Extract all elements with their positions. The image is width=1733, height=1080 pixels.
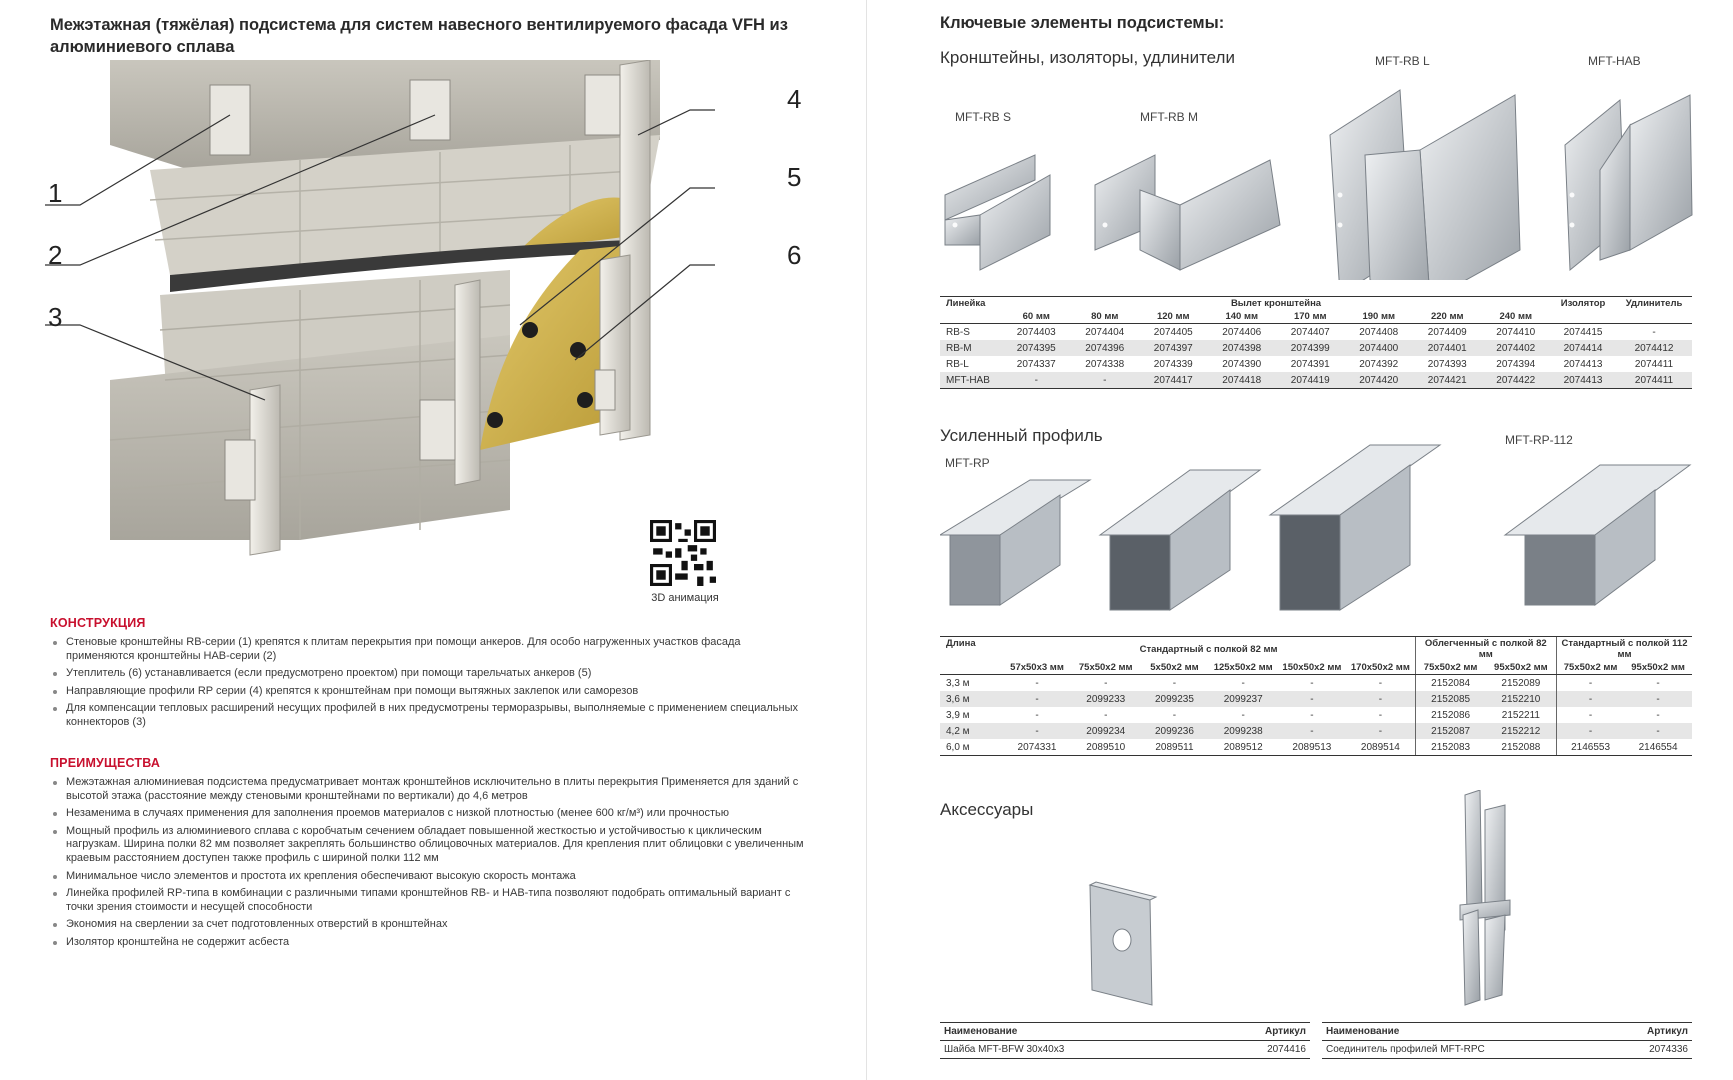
accessory-table-washer <box>940 1022 1310 1059</box>
right-page-title: Ключевые элементы подсистемы: <box>940 14 1225 32</box>
size-header: 220 мм <box>1413 310 1482 324</box>
profiles-table <box>940 636 1692 756</box>
accessory-table-connector <box>1322 1022 1692 1059</box>
callout-4: 4 <box>787 84 802 114</box>
construction-heading: КОНСТРУКЦИЯ <box>50 616 146 630</box>
size-header: 170x50x2 мм <box>1346 661 1415 675</box>
left-page-title: Межэтажная (тяжёлая) подсистема для систем навесного вентилируемого фасада VFH из алюминиевого сплава <box>50 16 788 56</box>
size-header: 140 мм <box>1208 310 1277 324</box>
group2-header: Облегченный с полкой 82 мм <box>1415 637 1556 662</box>
profiles-images <box>940 440 1700 615</box>
col-line-header: Линейка <box>940 297 1002 311</box>
construction-list <box>50 636 810 734</box>
rb-m-image <box>1095 155 1280 270</box>
advantage-item: Межэтажная алюминиевая подсистема предусматривает монтаж кронштейнов исключительно в плиты перекрытия Применяется для зданий с высотой этажа (расстояние между стеновыми кронштейнами по вертикали) до 4,6 метров <box>50 776 810 803</box>
size-header: 60 мм <box>1002 310 1071 324</box>
advantage-item: Изолятор кронштейна не содержит асбеста <box>50 936 810 950</box>
advantage-item: Мощный профиль из алюминиевого сплава с коробчатым сечением обладает повышенной жесткостью и устойчивостью к циклическим нагрузкам. Ширина полки 82 мм позволяет закреплять большинство облицовочных материалов. Для крепления плит облицовки с увеличенным краевым расстоянием доступен также профиль с шириной полки 112 мм <box>50 825 810 866</box>
col-name-header: Наименование <box>1326 1026 1400 1037</box>
construction-item: Для компенсации тепловых расширений несущих профилей в них предусмотрены терморазрывы, выполняемые с применением специальных коннекторов (3) <box>50 702 810 729</box>
table-row: RB-L 2074337 2074338 2074339 2074390 2074391 2074392 2074393 2074394 2074413 2074411 <box>946 358 1674 370</box>
size-header: 75x50x2 мм <box>1071 661 1140 675</box>
label-rp-112: MFT-RP-112 <box>1505 433 1573 447</box>
profiles-heading: Усиленный профиль <box>940 426 1103 445</box>
advantages-list <box>50 776 810 954</box>
label-rb-l: MFT-RB L <box>1375 54 1430 68</box>
size-header: 80 мм <box>1071 310 1140 324</box>
qr-caption: 3D анимация <box>651 592 719 604</box>
construction-item: Стеновые кронштейны RB-серии (1) крепятся к плитам перекрытия при помощи анкеров. Для особо нагруженных участков фасада применяются кронштейны HAB-серии (2) <box>50 636 810 663</box>
advantage-item: Линейка профилей RP-типа в комбинации с различными типами кронштейнов RB- и HAB-типа позволяют подобрать оптимальный вариант с точки зрения стоимости и несущей способности <box>50 887 810 914</box>
size-header: 75x50x2 мм <box>1415 661 1486 675</box>
size-header: 170 мм <box>1276 310 1345 324</box>
col-article-header: Артикул <box>1264 1026 1306 1037</box>
table-row: RB-M 2074395 2074396 2074397 2074398 2074399 2074400 2074401 2074402 2074414 2074412 <box>940 340 1692 356</box>
label-rb-m: MFT-RB M <box>1140 110 1198 124</box>
rp-image-1 <box>940 480 1090 605</box>
size-header: 57x50x3 мм <box>1003 661 1072 675</box>
callout-3: 3 <box>48 302 63 332</box>
size-header: 75x50x2 мм <box>1557 661 1625 675</box>
table-row: 6,0 м 2074331 2089510 2089511 2089512 2089513 2089514 2152083 2152088 2146553 2146554 <box>940 739 1692 756</box>
construction-item: Направляющие профили RP серии (4) крепятся к кронштейнам при помощи вытяжных заклепок или саморезов <box>50 685 810 699</box>
rb-s-image <box>945 155 1050 270</box>
callout-1: 1 <box>48 178 63 208</box>
rp-image-2 <box>1100 470 1260 610</box>
accessories-images <box>1080 790 1580 1010</box>
callout-6: 6 <box>787 240 802 270</box>
brackets-heading: Кронштейны, изоляторы, удлинители <box>940 48 1235 67</box>
advantage-item: Экономия на сверлении за счет подготовленных отверстий в кронштейнах <box>50 918 810 932</box>
accessories-heading: Аксессуары <box>940 800 1034 819</box>
size-header: 150x50x2 мм <box>1278 661 1347 675</box>
label-rb-s: MFT-RB S <box>955 110 1011 124</box>
table-row: 3,6 м - 2099233 2099235 2099237 - - 2152085 2152210 - - <box>940 691 1692 707</box>
qr-code[interactable] <box>650 520 716 586</box>
callout-5: 5 <box>787 162 802 192</box>
table-row: 3,3 м - - - - - - 2152084 2152089 - - <box>940 675 1692 692</box>
col-length-header: Длина <box>940 637 1003 662</box>
size-header: 120 мм <box>1139 310 1208 324</box>
construction-item: Утеплитель (6) устанавливается (если предусмотрено проектом) при помощи тарельчатых анкеров (5) <box>50 667 810 681</box>
callout-2: 2 <box>48 240 63 270</box>
brackets-table <box>940 296 1692 389</box>
table-row: RB-S 2074403 2074404 2074405 2074406 2074407 2074408 2074409 2074410 2074415 - <box>946 326 1656 338</box>
size-header: 240 мм <box>1482 310 1551 324</box>
table-row: Шайба MFT-BFW 30x40x3 2074416 <box>940 1041 1310 1059</box>
table-row: 3,9 м - - - - - - 2152086 2152211 - - <box>940 707 1692 723</box>
table-row: MFT-HAB - - 2074417 2074418 2074419 2074420 2074421 2074422 2074413 2074411 <box>940 372 1692 389</box>
rp-image-3 <box>1270 445 1440 610</box>
brackets-images <box>940 75 1700 280</box>
advantages-heading: ПРЕИМУЩЕСТВА <box>50 756 161 770</box>
table-row: Соединитель профилей MFT-RPC 2074336 <box>1322 1041 1692 1059</box>
group3-header: Стандартный с полкой 112 мм <box>1557 637 1693 662</box>
table-row: 4,2 м - 2099234 2099236 2099238 - - 2152087 2152212 - - <box>940 723 1692 739</box>
connector-image <box>1460 790 1510 1005</box>
advantage-item: Незаменима в случаях применения для заполнения проемов материалов с низкой плотностью (менее 600 кг/м³) или прочностью <box>50 807 810 821</box>
group1-header: Стандартный с полкой 82 мм <box>1003 637 1415 662</box>
size-header: 95x50x2 мм <box>1624 661 1692 675</box>
col-article-header: Артикул <box>1646 1026 1688 1037</box>
col-name-header: Наименование <box>944 1026 1018 1037</box>
col-isolator-header: Изолятор <box>1550 297 1616 311</box>
size-header: 5x50x2 мм <box>1140 661 1209 675</box>
col-extender-header: Удлинитель <box>1616 297 1692 311</box>
size-header: 125x50x2 мм <box>1209 661 1278 675</box>
label-rp: MFT-RP <box>945 456 990 470</box>
size-header: 95x50x2 мм <box>1486 661 1557 675</box>
size-header: 190 мм <box>1345 310 1414 324</box>
washer-image <box>1090 882 1156 1005</box>
rb-l-image <box>1330 90 1520 280</box>
label-hab: MFT-HAB <box>1588 54 1641 68</box>
hab-image <box>1565 95 1692 270</box>
rp-image-4 <box>1505 465 1690 605</box>
page-divider <box>866 0 867 1080</box>
col-reach-header: Вылет кронштейна <box>1002 297 1550 311</box>
advantage-item: Минимальное число элементов и простота их крепления обеспечивают высокую скорость монтажа <box>50 870 810 884</box>
